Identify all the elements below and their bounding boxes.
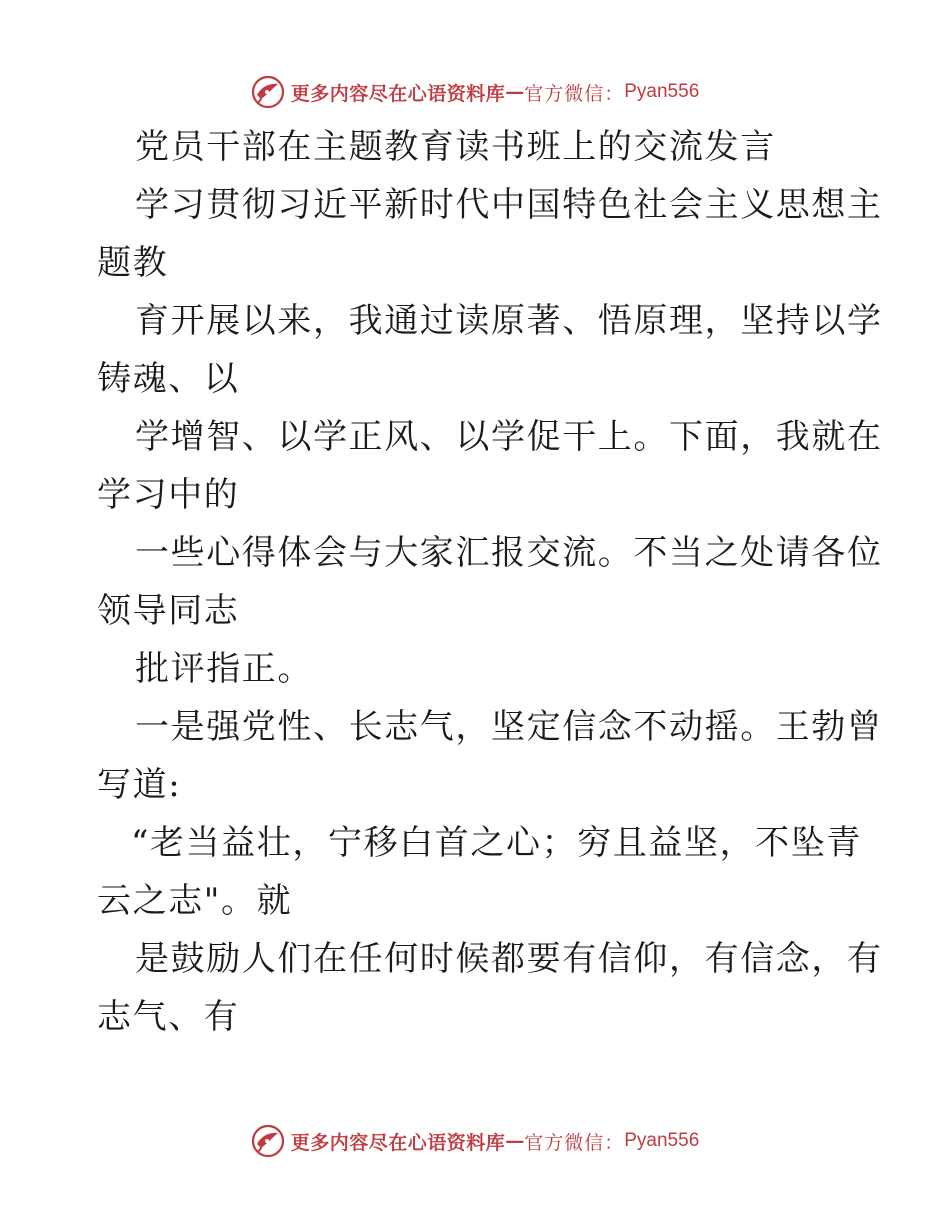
text-line: 领导同志 — [97, 591, 240, 631]
banner-site-name: 更多内容尽在心语资料库 — [290, 82, 506, 105]
text-line: 是鼓励人们在任何时候都要有信仰，有信念，有 — [135, 939, 883, 979]
text-line: 育开展以来，我通过读原著、悟原理，坚持以学 — [135, 301, 883, 341]
banner-wechat-label: 官方微信： — [524, 1131, 625, 1154]
text-line: “老当益壮，宁移白首之心；穷且益坚，不坠青 — [131, 823, 862, 863]
fountain-pen-nib-icon — [251, 1124, 285, 1158]
text-line: 铸魂、以 — [97, 359, 240, 399]
text-line: 题教 — [97, 243, 169, 283]
footer-watermark-banner — [0, 1121, 950, 1161]
banner-dash: — — [505, 81, 525, 103]
header-watermark-banner — [0, 72, 950, 112]
banner-wechat-label: 官方微信： — [524, 82, 625, 105]
banner-dash: — — [505, 1130, 525, 1152]
text-line: 一些心得体会与大家汇报交流。不当之处请各位 — [135, 533, 883, 573]
text-line: 志气、有 — [97, 997, 240, 1037]
text-line: 一是强党性、长志气，坚定信念不动摇。王勃曾 — [135, 707, 883, 747]
document-body — [97, 118, 883, 1046]
text-line: 学习中的 — [97, 475, 240, 515]
text-line: 批评指正。 — [135, 649, 313, 689]
banner-wechat-id: Pyan556 — [624, 81, 700, 102]
text-line: 学习贯彻习近平新时代中国特色社会主义思想主 — [135, 185, 883, 225]
fountain-pen-nib-icon — [251, 75, 285, 109]
banner-wechat-id: Pyan556 — [624, 1130, 700, 1151]
text-line: 写道: — [97, 765, 182, 805]
document-title: 党员干部在主题教育读书班上的交流发言 — [135, 127, 776, 167]
banner-site-name: 更多内容尽在心语资料库 — [290, 1131, 506, 1154]
text-line: 云之志"。就 — [97, 881, 293, 921]
text-line: 学增智、以学正风、以学促干上。下面，我就在 — [135, 417, 883, 457]
